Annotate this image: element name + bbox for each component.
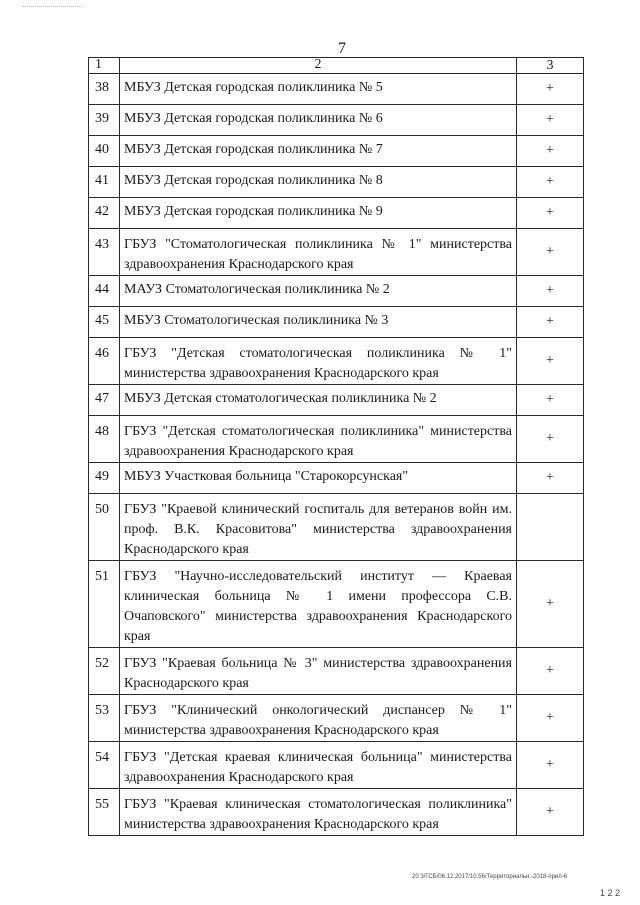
table-row [89,198,584,229]
row-number: 50 [89,494,120,561]
row-number: 39 [89,105,120,136]
participation-mark: + [517,648,584,695]
row-number: 48 [89,416,120,463]
table-header-row [89,58,584,74]
participation-mark: + [517,229,584,276]
row-number: 44 [89,276,120,307]
header-col-3: 3 [517,58,584,74]
participation-mark: + [517,276,584,307]
table-row [89,789,584,836]
row-number: 46 [89,338,120,385]
participation-mark: + [517,105,584,136]
header-col-2: 2 [120,58,517,74]
participation-mark: + [517,789,584,836]
institution-name: МБУЗ Детская городская поликлиника № 6 [120,105,517,136]
table-row [89,385,584,416]
row-number: 47 [89,385,120,416]
row-number: 49 [89,463,120,494]
participation-mark: + [517,695,584,742]
scan-artifact [22,6,82,8]
institution-name: МБУЗ Детская городская поликлиника № 9 [120,198,517,229]
table-row [89,229,584,276]
header-col-1: 1 [89,58,120,74]
table-row [89,338,584,385]
footer-page-code: 1 2 2 [600,888,621,898]
institution-name: ГБУЗ "Детская стоматологическая поликлиника № 1" министерства здравоохранения Краснодарского края [120,338,517,385]
table-row [89,742,584,789]
row-number: 52 [89,648,120,695]
row-number: 51 [89,561,120,648]
row-number: 45 [89,307,120,338]
table-row [89,463,584,494]
table-row [89,494,584,561]
participation-mark: + [517,385,584,416]
institution-name: ГБУЗ "Научно-исследовательский институт — Краевая клиническая больница № 1 имени профессора С.В. Очаповского" министерства здравоохранения Краснодарского края [120,561,517,648]
row-number: 55 [89,789,120,836]
institution-name: ГБУЗ "Детская стоматологическая поликлиника" министерства здравоохранения Краснодарского края [120,416,517,463]
participation-mark: + [517,136,584,167]
participation-mark: + [517,561,584,648]
participation-mark: + [517,416,584,463]
institution-name: МБУЗ Участковая больница "Старокорсунская" [120,463,517,494]
row-number: 43 [89,229,120,276]
row-number: 54 [89,742,120,789]
institution-name: ГБУЗ "Клинический онкологический диспансер № 1" министерства здравоохранения Краснодарского края [120,695,517,742]
institution-name: МБУЗ Детская стоматологическая поликлиника № 2 [120,385,517,416]
table-row [89,648,584,695]
page-number: 7 [338,40,346,57]
document-stamp: 20 3/ГСБ/06.12.2017/10:56/Территориальн.-2018-прил-6 [412,874,568,880]
institutions-table [88,57,584,836]
institution-name: МАУЗ Стоматологическая поликлиника № 2 [120,276,517,307]
table-row [89,167,584,198]
row-number: 41 [89,167,120,198]
institution-name: МБУЗ Детская городская поликлиника № 5 [120,74,517,105]
institution-name: МБУЗ Стоматологическая поликлиника № 3 [120,307,517,338]
participation-mark: + [517,167,584,198]
row-number: 53 [89,695,120,742]
table-row [89,105,584,136]
institution-name: МБУЗ Детская городская поликлиника № 8 [120,167,517,198]
row-number: 40 [89,136,120,167]
table-row [89,74,584,105]
participation-mark: + [517,338,584,385]
participation-mark [517,494,584,561]
institution-name: ГБУЗ "Краевая больница № 3" министерства здравоохранения Краснодарского края [120,648,517,695]
participation-mark: + [517,74,584,105]
participation-mark: + [517,307,584,338]
table-row [89,416,584,463]
table-row [89,276,584,307]
table-row [89,561,584,648]
table-row [89,136,584,167]
institution-name: ГБУЗ "Краевая клиническая стоматологическая поликлиника" министерства здравоохранения Краснодарского края [120,789,517,836]
table-row [89,695,584,742]
institution-name: ГБУЗ "Детская краевая клиническая больница" министерства здравоохранения Краснодарского края [120,742,517,789]
institution-name: МБУЗ Детская городская поликлиника № 7 [120,136,517,167]
participation-mark: + [517,198,584,229]
institution-name: ГБУЗ "Краевой клинический госпиталь для ветеранов войн им. проф. В.К. Красовитова" министерства здравоохранения Краснодарского края [120,494,517,561]
table-row [89,307,584,338]
institution-name: ГБУЗ "Стоматологическая поликлиника № 1" министерства здравоохранения Краснодарского края [120,229,517,276]
row-number: 38 [89,74,120,105]
participation-mark: + [517,742,584,789]
row-number: 42 [89,198,120,229]
participation-mark: + [517,463,584,494]
